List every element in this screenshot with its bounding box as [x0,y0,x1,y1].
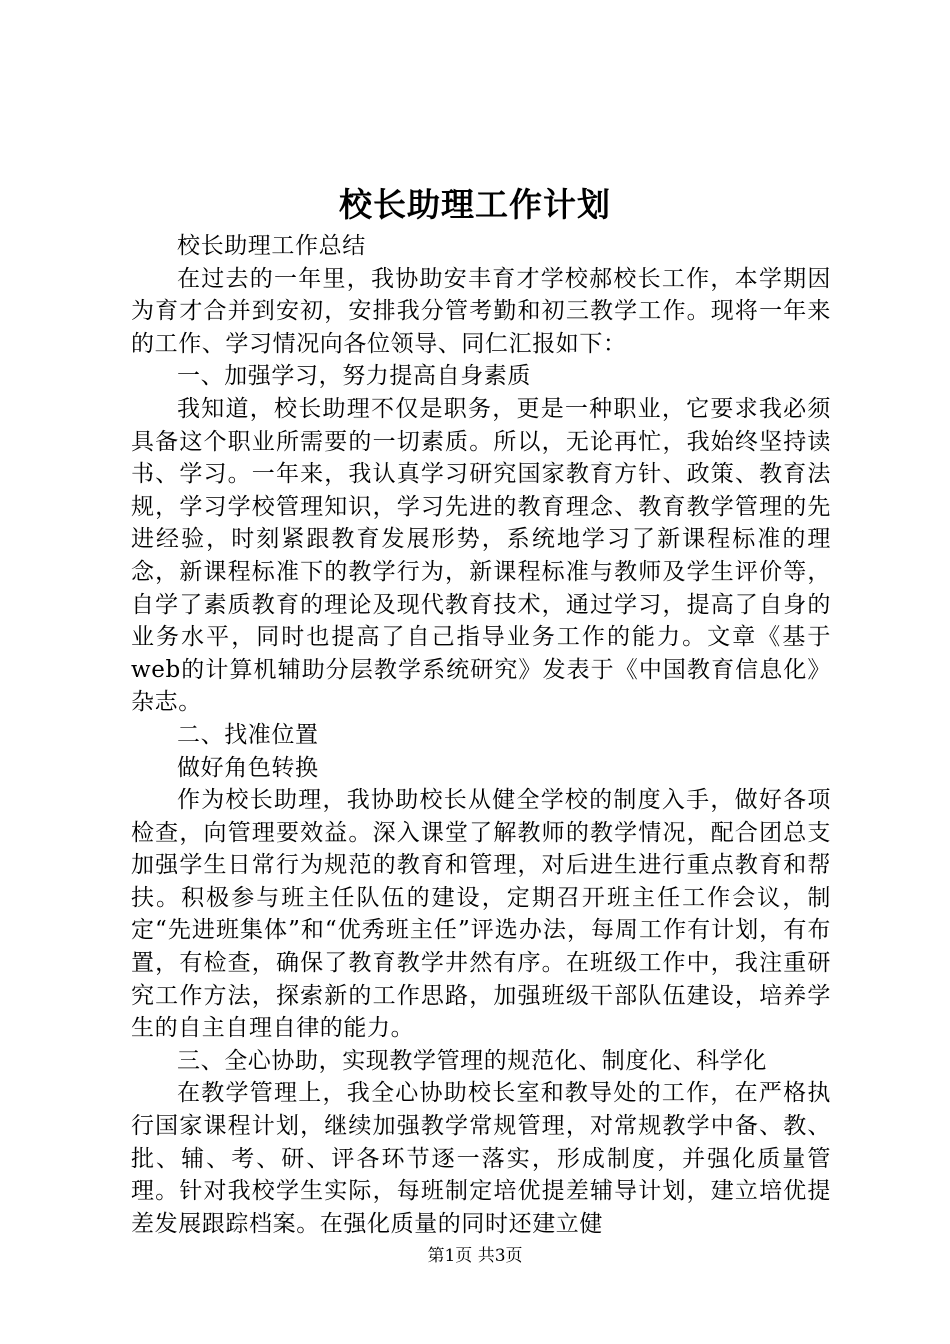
paragraph-section-2: 作为校长助理，我协助校长从健全学校的制度入手，做好各项检查，向管理要效益。深入课堂了解教师的教学情况，配合团总支加强学生日常行为规范的教育和管理，对后进生进行重点教育和帮扶。积极参与班主任队伍的建设，定期召开班主任工作会议，制定“先进班集体”和“优秀班主任”评选办法，每周工作有计划，有布置，有检查，确保了教育教学井然有序。在班级工作中，我注重研究工作方法，探索新的工作思路，加强班级干部队伍建设，培养学生的自主自理自律的能力。 [131,787,831,1042]
paragraph-intro: 在过去的一年里，我协助安丰育才学校郝校长工作，本学期因为育才合并到安初，安排我分管考勤和初三教学工作。现将一年来的工作、学习情况向各位领导、同仁汇报如下： [131,265,831,357]
paragraph-section-1: 我知道，校长助理不仅是职务，更是一种职业，它要求我必须具备这个职业所需要的一切素质。所以，无论再忙，我始终坚持读书、学习。一年来，我认真学习研究国家教育方针、政策、教育法规，学习学校管理知识，学习先进的教育理念、教育教学管理的先进经验，时刻紧跟教育发展形势，系统地学习了新课程标准的理念，新课程标准下的教学行为，新课程标准与教师及学生评价等，自学了素质教育的理论及现代教育技术，通过学习，提高了自身的业务水平，同时也提高了自己指导业务工作的能力。文章《基于web的计算机辅助分层教学系统研究》发表于《中国教育信息化》杂志。 [131,395,831,716]
section-heading-2-continued: 做好角色转换 [177,754,319,781]
page-footer: 第1页 共3页 [427,1246,523,1266]
paragraph-subtitle: 校长助理工作总结 [177,233,366,259]
section-heading-1: 一、加强学习，努力提高自身素质 [177,363,531,390]
document-title: 校长助理工作计划 [339,185,611,224]
paragraph-section-3: 在教学管理上，我全心协助校长室和教导处的工作，在严格执行国家课程计划，继续加强教学常规管理，对常规教学中备、教、批、辅、考、研、评各环节逐一落实，形成制度，并强化质量管理。针对我校学生实际，每班制定培优提差辅导计划，建立培优提差发展跟踪档案。在强化质量的同时还建立健 [131,1080,831,1237]
document-body [131,230,831,1240]
section-heading-2: 二、找准位置 [177,721,319,748]
section-heading-3: 三、全心协助，实现教学管理的规范化、制度化、科学化 [177,1047,767,1074]
